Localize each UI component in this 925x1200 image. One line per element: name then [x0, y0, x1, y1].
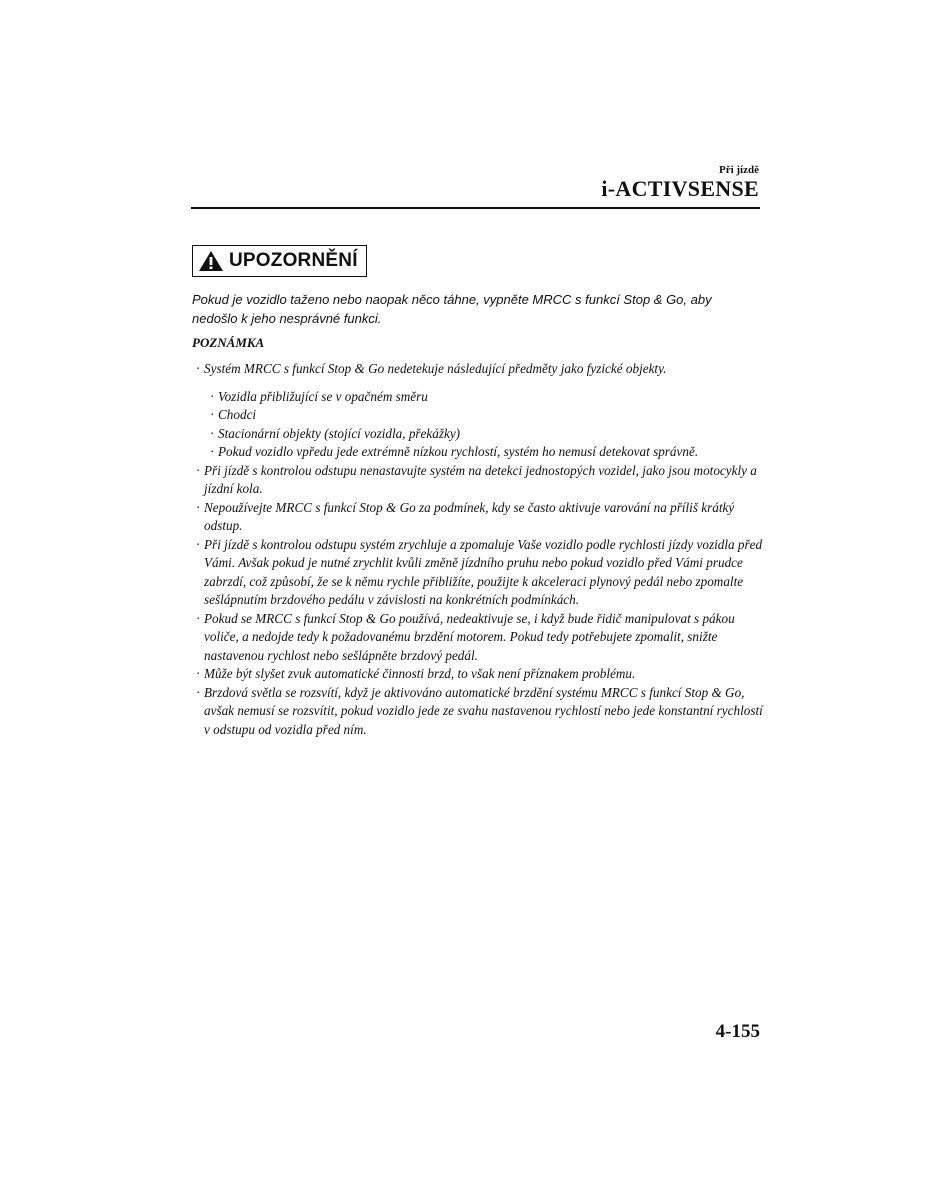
warning-triangle-icon [198, 250, 224, 272]
note-sub-item: · Vozidla přibližující se v opačném směru [192, 388, 764, 407]
note-item: · Brzdová světla se rozsvítí, když je aktivováno automatické brzdění systému MRCC s funkcí Stop & Go, avšak nemusí se rozsvítit, pokud vozidlo jede ze svahu nastavenou rychlostí nebo jede konstantní rychlostí v odstupu od vozidla před ním. [192, 684, 764, 740]
chapter-title: i-ACTIVSENSE [601, 176, 759, 201]
note-sub-item: · Pokud vozidlo vpředu jede extrémně nízkou rychlostí, systém ho nemusí detekovat správně. [192, 443, 764, 462]
section-title: Při jízdě [718, 164, 759, 176]
note-item: · Pokud se MRCC s funkcí Stop & Go používá, nedeaktivuje se, i když bude řidič manipulovat s pákou voliče, a nedojde tedy k požadovanému brzdění motorem. Pokud tedy potřebujete zpomalit, snižte nastavenou rychlost nebo sešlápněte brzdový pedál. [192, 610, 764, 666]
warning-box [192, 245, 367, 277]
note-item: · Při jízdě s kontrolou odstupu systém zrychluje a zpomaluje Vaše vozidlo podle rychlosti jízdy vozidla před Vámi. Avšak pokud je nutné zrychlit kvůli změně jízdního pruhu nebo pokud vozidlo před Vámi prudce zabrzdí, což způsobí, že se k němu rychle přibližíte, použijte k akceleraci plynový pedál nebo zpomalte sešlápnutím brzdového pedálu v závislosti na konkrétních podmínkách. [192, 536, 764, 610]
note-item: · Může být slyšet zvuk automatické činnosti brzd, to však není příznakem problému. [192, 665, 764, 684]
header-divider [191, 207, 760, 209]
warning-text: Pokud je vozidlo taženo nebo naopak něco táhne, vypněte MRCC s funkcí Stop & Go, aby nedošlo k jeho nesprávné funkci. [192, 292, 712, 326]
note-intro: · Systém MRCC s funkcí Stop & Go nedetekuje následující předměty jako fyzické objekty. [192, 360, 764, 379]
warning-label: UPOZORNĚNÍ [229, 250, 358, 271]
note-item: · Při jízdě s kontrolou odstupu nenastavujte systém na detekci jednostopých vozidel, jako jsou motocykly a jízdní kola. [192, 462, 764, 499]
note-sub-item: · Chodci [192, 406, 764, 425]
page-number: 4-155 [715, 1021, 760, 1042]
note-sub-item: · Stacionární objekty (stojící vozidla, překážky) [192, 425, 764, 444]
note-title: POZNÁMKA [192, 335, 265, 350]
note-item: · Nepoužívejte MRCC s funkcí Stop & Go za podmínek, kdy se často aktivuje varování na příliš krátký odstup. [192, 499, 764, 536]
note-sub-list [192, 388, 764, 462]
note-list [192, 360, 764, 739]
